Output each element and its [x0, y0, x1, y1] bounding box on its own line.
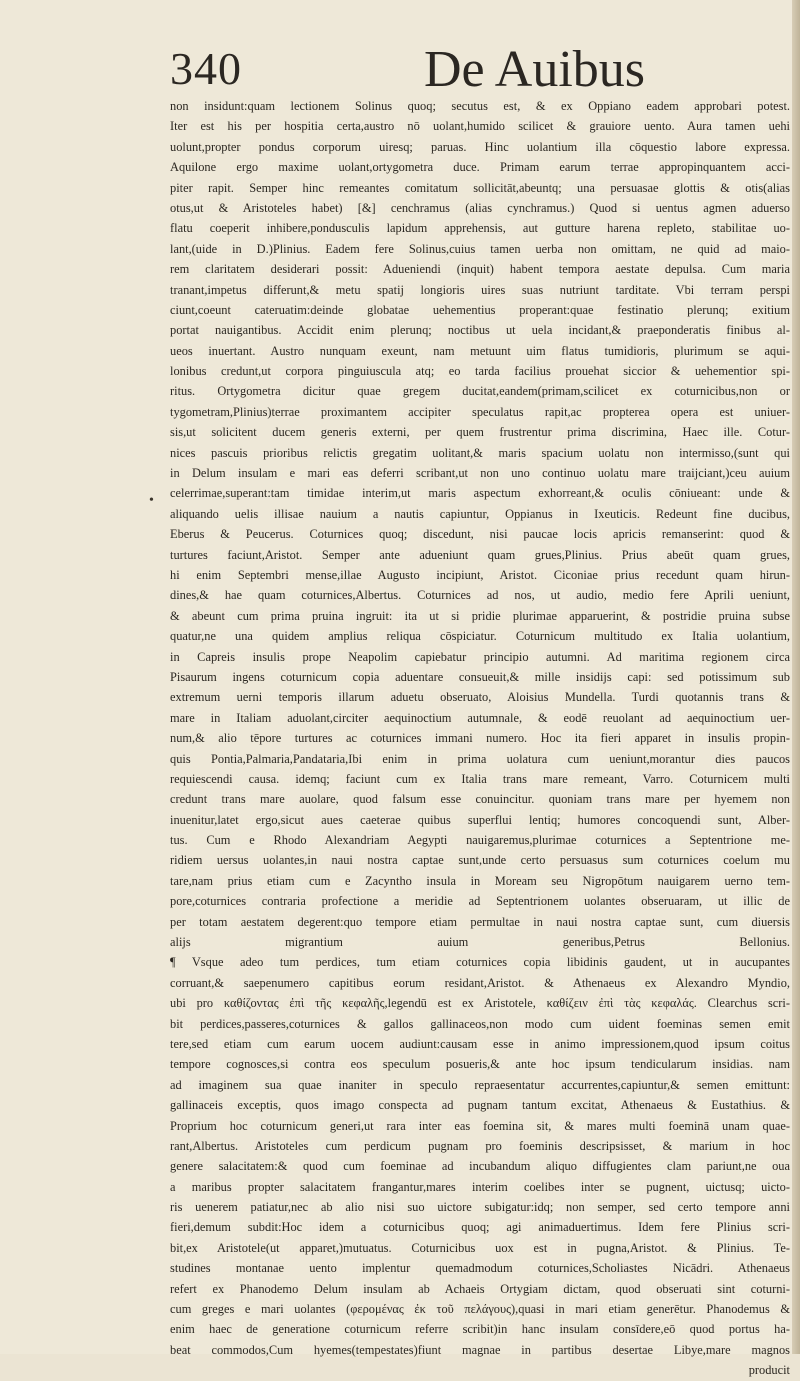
- text-line: pore,coturnices contraria profectione a meridie ad Septentrionem uolantes obseruaram, ut illic de: [170, 894, 790, 909]
- text-line: in Capreis insulis prope Neapolim capiebatur principio autumni. Ad maritima regionem circa: [170, 649, 790, 664]
- text-line: per totam aestatem degerent:quo tempore etiam permultae in naui nostra captae sunt, cum diuersis: [170, 914, 790, 929]
- text-line: bit,ex Aristotele(ut apparet,)mutuatus. Coturnicibus uox est in pugna,Aristot. & Plinius. Te-: [170, 1240, 790, 1255]
- text-line: requiescendi causa. idemq; faciunt cum ex Italia trans mare remeant, Varro. Coturnicem multi: [170, 771, 790, 786]
- text-line: flatu coeperit inhibere,pondusculis lapidum apprehensis, aut gutture harena repleto, stabilitae uo-: [170, 221, 790, 236]
- text-line: nices pascuis prioribus relictis gregatim uolitant,& maris spacium uolatu non intermisso,(sunt qui: [170, 445, 790, 460]
- text-line: ciunt,coeunt cateruatim:deinde globatae uehementius properant:quae festinatio plerunq; exitium: [170, 302, 790, 317]
- text-line: ritus. Ortygometra dicitur quae gregem ducitat,eandem(primam,scilicet ex coturnicibus,non or: [170, 384, 790, 399]
- text-line: tere,sed etiam cum earum uocem audiunt:causam esse in animo impressionem,quod ipsum coitus: [170, 1036, 790, 1051]
- text-line: lant,(uide in D.)Plinius. Eadem fere Solinus,cuius tamen uerba non omittam, ne quid ad maio-: [170, 241, 790, 256]
- text-line: ¶ Vsque adeo tum perdices, tum etiam coturnices copia libidinis gaudent, ut in aucupantes: [170, 955, 790, 970]
- text-line: rem claritatem desiderari possit: Adueniendi (inquit) habent tempora aestate depulsa. Cum maria: [170, 262, 790, 277]
- text-line: Pisaurum ingens coturnicum copia aduentare consueuit,& mille insidijs capi: sed potissimum sub: [170, 669, 790, 684]
- text-line: ueos inuertant. Austro nunquam exeunt, nam metuunt uim flatus tumidioris, plurimum se aqui-: [170, 343, 790, 358]
- text-line: enim haec de generatione coturnicum referre scribit)in hanc insulam consīdere,eō quod portus ha-: [170, 1322, 790, 1337]
- text-line: otus,ut & Aristoteles habet) [&] cenchramus (alias cynchramus.) Quod si uentus agmen aduerso: [170, 200, 790, 215]
- text-line: uolunt,propter pondus corporum uiresq; paruas. Hinc uolantium illa cōquestio labore expressa.: [170, 139, 790, 154]
- text-line: hi enim Septembri mense,illae Augusto incipiunt, Aristot. Ciconiae prius recedunt quam hirun-: [170, 567, 790, 582]
- text-line: num,& alio tēpore turtures ac coturnices immani numero. Hoc ita fieri apparet in insulis propin-: [170, 731, 790, 746]
- text-line: refert ex Phanodemo Delum insulam ab Achaeis Ortygiam dictam, quod obseruati sint coturni-: [170, 1281, 790, 1296]
- text-line: fieri,demum subdit:Hoc idem a coturnicibus quoq; agi animaduertimus. Idem fere Plinius scri-: [170, 1220, 790, 1235]
- text-line: quatur,ne una quidem amplius reliqua cōspiciatur. Coturnicum multitudo ex Italia uolantium,: [170, 629, 790, 644]
- text-line: in Delum insulam e mari eas deferri scribant,ut non uno continuo uolatu mare traijciant,)ceu auium: [170, 466, 790, 481]
- text-line: alijs migrantium auium generibus,Petrus Bellonius.: [170, 935, 790, 950]
- text-line: ad imaginem sua quae inaniter in speculo repraesentatur accurrentes,capiuntur,& semen emittunt:: [170, 1077, 790, 1092]
- text-line: ris uenerem patiatur,nec ab alio nisi suo uictore subigatur:idq; non semper, sed certo tempore anni: [170, 1200, 790, 1215]
- text-line: genere salacitatem:& quod cum foeminae ad incubandum aliquo diffugientes clam pariunt,ne oua: [170, 1159, 790, 1174]
- margin-bullet-marker: •: [149, 493, 154, 508]
- text-line: bit perdices,passeres,coturnices & gallos gallinaceos,non modo cum uident foeminas semen emit: [170, 1016, 790, 1031]
- text-line: celerrimae,superant:tam timidae interim,ut maris aspectum exhorreant,& oculis cōniueant: unde &: [170, 486, 790, 501]
- page-header: [170, 40, 790, 100]
- text-line: tare,nam prius etiam cum e Zacyntho insula in Moream seu Nigropōtum nauigarem uerno tem-: [170, 873, 790, 888]
- text-line: tempore cognosces,si contra eos speculum posueris,& ante hoc ipsum tendicularum insidias. nam: [170, 1057, 790, 1072]
- text-line: tranant,impetus differunt,& metu spatij longioris uires suas nutriunt tarditate. Vbi terram perspi: [170, 282, 790, 297]
- page-number: 340: [170, 43, 242, 94]
- page-edge-shadow: [792, 0, 800, 1354]
- body-text: [170, 96, 790, 1381]
- text-line: gallinaceis exceptis, quos imago conspecta ad pugnam tantum excitat, Athenaeus & Eustathius. &: [170, 1098, 790, 1113]
- text-line: quis Pontia,Palmaria,Pandataria,Ibi enim in prima uolatura cum ueniunt,morantur dies paucos: [170, 751, 790, 766]
- text-line: corruant,& saepenumero capitibus eorum residant,Aristot. & Athenaeus ex Alexandro Myndio,: [170, 975, 790, 990]
- text-line: beat commodos,Cum hyemes(tempestates)fiunt magnae in partibus desertae Libye,mare magnos: [170, 1342, 790, 1357]
- text-line: turtures faciunt,Aristot. Semper ante adueniunt quam grues,Plinius. Prius abeūt quam grues,: [170, 547, 790, 562]
- text-line: sis,ut solicitent ducem generis externi, per quem frustrentur prima discrimina, Haec ille. Cotur-: [170, 425, 790, 440]
- text-line: & abeunt cum prima pruina ingruit: ita ut si pridie plurimae apparuerint, & postridie pruina subse: [170, 608, 790, 623]
- text-line: non insidunt:quam lectionem Solinus quoq; secutus est, & ex Oppiano eadem approbari potest.: [170, 99, 790, 113]
- text-line: Proprium hoc coturnicum generi,ut rara inter eas foemina sit, & mares multi foeminā unam quae-: [170, 1118, 790, 1133]
- text-line: a maribus propter salacitatem frangantur,mares interim coelibes inter se pugnent, uictusq; uicto-: [170, 1179, 790, 1194]
- text-line: inuenitur,latet ergo,sicut aues caeterae quibus superflui lentiq; humores concoquendi sunt, Alber-: [170, 812, 790, 827]
- text-line: studines montanae uento implentur quemadmodum coturnices,Scholiastes Nicādri. Athenaeus: [170, 1261, 790, 1276]
- text-line: tygometram,Plinius)terrae proximantem accipiter speculatus rapit,ac propterea opera est uniuer-: [170, 404, 790, 419]
- text-line: extremum uerni temporis illarum aduetu obseruato, Aloisius Mundella. Turdi quotannis trans &: [170, 690, 790, 705]
- text-line: tus. Cum e Rhodo Alexandriam Aegypti nauigaremus,plurimae coturnices a Septentrione me-: [170, 833, 790, 848]
- text-line: Iter est his per hospitia certa,austro nō uolant,humido scilicet & grauiore uento. Aura tamen uehi: [170, 119, 790, 134]
- text-line: portat nauigantibus. Accidit enim plerunq; noctibus ut uela incidant,& praeponderatis finibus al-: [170, 323, 790, 338]
- text-line: dines,& hae quam coturnices,Albertus. Coturnices ad nos, ut audio, medio fere Aprili ueniunt,: [170, 588, 790, 603]
- running-head: De Auibus: [424, 41, 645, 98]
- text-line: Aquilone ergo maxime uolant,ortygometra duce. Primam earum terrae appropinquantem acci-: [170, 160, 790, 175]
- text-line: cum greges e mari uolantes (φερομένας ἐκ τοῦ πελάγους),quasi in mari etiam generētur. Phanodemus &: [170, 1302, 790, 1317]
- text-line: ridiem uersus uolantes,in naui nostra captae sunt,unde certo persuasus sum coturnices coelum mu: [170, 853, 790, 868]
- text-line: mare in Italiam aduolant,circiter aequinoctium autumnale, & eodē reuolant ad aequinoctium uer-: [170, 710, 790, 725]
- text-line: aliquando uelis illisae nauium a nautis capiuntur, Oppianus in Ixeuticis. Redeunt fine ducibus,: [170, 506, 790, 521]
- text-line: Eberus & Peucerus. Coturnices quoq; discedunt, nisi paucae locis apricis remanserint: quod &: [170, 527, 790, 542]
- text-line: piter rapit. Semper hinc remeantes comitatum sollicitāt,abeuntq; una persuasae glottis & otis(alias: [170, 180, 790, 195]
- text-line: credunt trans mare auolare, quod falsum esse conuincitur. quoniam trans mare per hyemem non: [170, 792, 790, 807]
- text-line: producit: [748, 1363, 790, 1378]
- text-line: rant,Albertus. Aristoteles cum perdicum pugnam pro foeminis descripsisset, & marium in hoc: [170, 1138, 790, 1153]
- text-line: ubi pro καθίζοντας ἐπὶ τῆς κεφαλῆς,legendū est ex Aristotele, καθίζειν ἐπὶ τὰς κεφαλάς. Clearchus scri-: [170, 996, 790, 1011]
- text-line: lonibus credunt,ut corpora pinguiuscula atq; eo tarda facilius prouehat siccior & uehementior spi-: [170, 364, 790, 379]
